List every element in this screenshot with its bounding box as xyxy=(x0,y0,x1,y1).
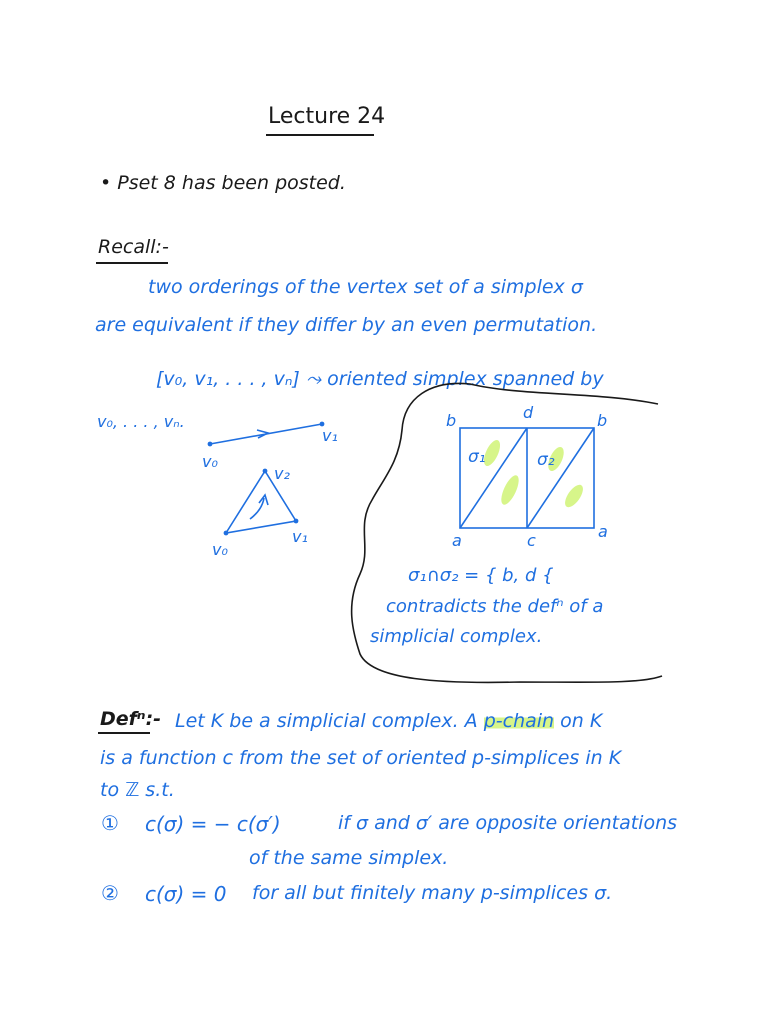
contradiction-line-1: contradicts the defⁿ of a xyxy=(386,596,604,617)
square-top-mid-label: d xyxy=(523,403,534,422)
definition-line-1-suffix: on K xyxy=(554,710,603,732)
triangle-v1-label: v₁ xyxy=(292,527,308,546)
oriented-edge-diagram xyxy=(202,422,338,471)
edge-end-label: v₁ xyxy=(322,426,338,445)
condition-1-text: if σ and σ′ are opposite orientations xyxy=(338,812,678,834)
triangle-v0-label: v₀ xyxy=(212,540,228,559)
definition-line-2: is a function c from the set of oriented p-simplices in K xyxy=(100,747,622,769)
condition-1-text-cont: of the same simplex. xyxy=(249,847,449,869)
rotation-arrow-icon xyxy=(250,498,264,519)
bullet-text: Pset 8 has been posted. xyxy=(117,172,346,194)
recall-heading: Recall:- xyxy=(98,236,169,258)
condition-2-number: ② xyxy=(101,881,119,905)
definition-line-1 xyxy=(175,712,602,731)
oriented-simplex-line-2: v₀, . . . , vₙ. xyxy=(97,412,185,431)
recall-line-2: are equivalent if they differ by an even permutation. xyxy=(95,314,598,336)
edge-start-label: v₀ xyxy=(202,452,218,471)
square-top-left-label: b xyxy=(446,411,457,430)
oriented-simplex-line-1: [v₀, v₁, . . . , vₙ] ⤳ oriented simplex spanned by xyxy=(156,368,604,390)
condition-1-number: ① xyxy=(101,811,119,835)
sigma2-label: σ₂ xyxy=(537,450,555,470)
condition-2-equation: c(σ) = 0 xyxy=(145,882,227,906)
page-title: Lecture 24 xyxy=(268,104,386,129)
definition-line-1-prefix: Let K be a simplicial complex. A xyxy=(175,710,484,732)
definition-line-3: to ℤ s.t. xyxy=(100,779,175,801)
sigma1-label: σ₁ xyxy=(468,447,486,467)
definition-underline xyxy=(98,732,150,734)
definition-heading: Defⁿ:- xyxy=(100,708,162,730)
square-top-right-label: b xyxy=(597,411,608,430)
recall-line-1: two orderings of the vertex set of a simplex σ xyxy=(148,276,583,298)
bullet-marker: • xyxy=(100,172,112,194)
intersection-equation: σ₁∩σ₂ = { b, d { xyxy=(408,565,554,586)
condition-1-equation: c(σ) = − c(σ′) xyxy=(145,812,281,836)
square-complex-diagram xyxy=(446,403,608,550)
p-chain-highlight: p-chain xyxy=(483,710,555,732)
square-bottom-mid-label: c xyxy=(527,531,536,550)
contradiction-line-2: simplicial complex. xyxy=(370,626,543,647)
square-bottom-right-label: a xyxy=(598,522,608,541)
oriented-triangle-diagram xyxy=(212,464,308,559)
triangle-v2-label: v₂ xyxy=(274,464,290,483)
square-bottom-left-label: a xyxy=(452,531,462,550)
condition-2-text: for all but finitely many p-simplices σ. xyxy=(252,882,613,904)
